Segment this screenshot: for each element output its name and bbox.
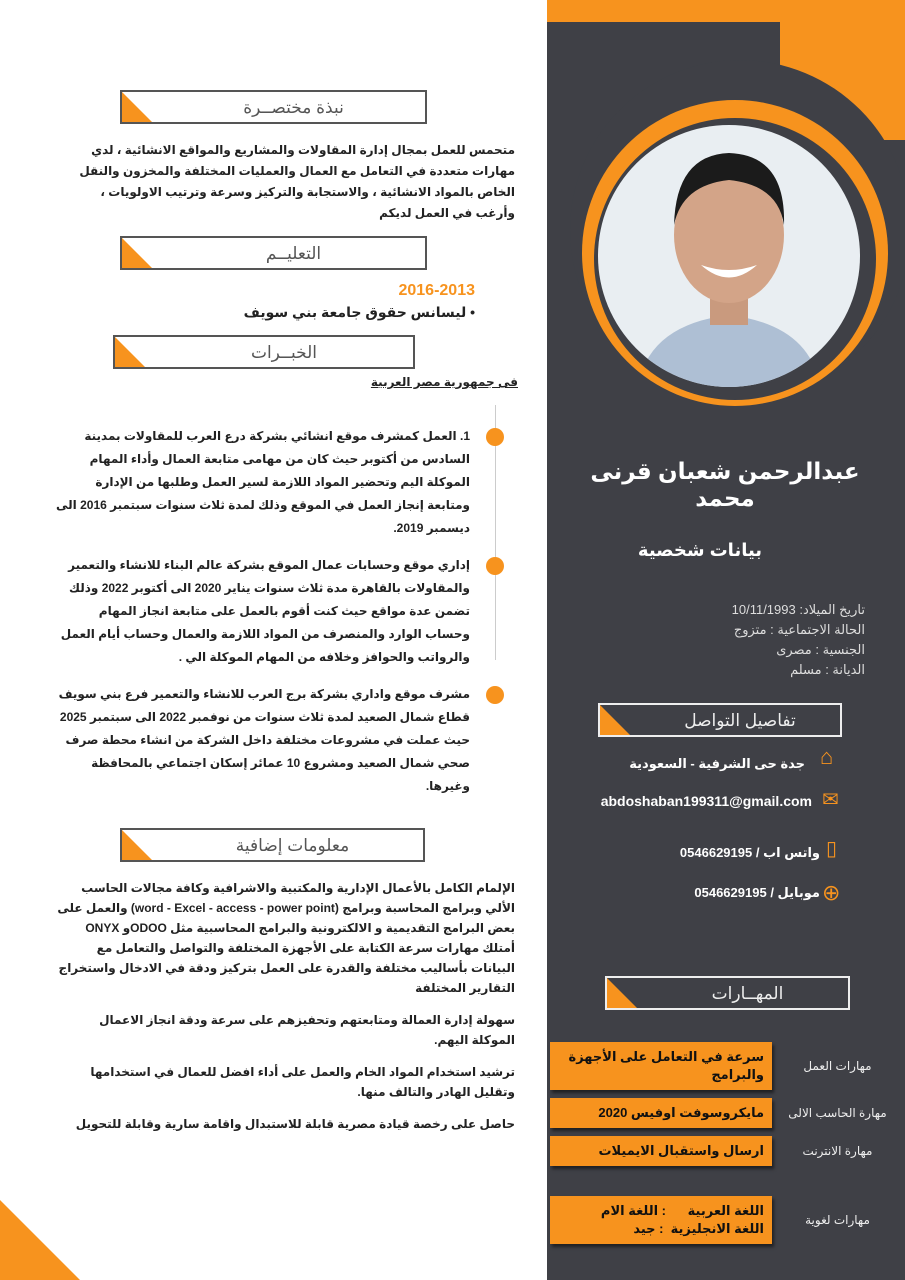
summary-text: متحمس للعمل بمجال إدارة المقاولات والمشاريع والمواقع الانشائية ، لدي مهارات متعددة في التعامل مع العمال والعمليات المختلفة والمخزون والنقل الخاص بالمواد الانشائية ، والاستجابة والتركيز وسرعة وترتيب الاولويات ، وأرغب في العمل لديكم bbox=[79, 143, 515, 220]
skill-row bbox=[550, 1098, 895, 1128]
experience-entry bbox=[55, 683, 470, 798]
section-header-education bbox=[120, 236, 427, 270]
section-title: معلومات إضافية bbox=[235, 836, 350, 855]
section-title: التعليــم bbox=[265, 244, 322, 263]
section-title: نبذة مختصــرة bbox=[243, 98, 344, 117]
contact-whatsapp[interactable]: واتس اب / 0546629195 bbox=[679, 845, 820, 860]
marital-status: الحالة الاجتماعية : متزوج bbox=[733, 622, 865, 637]
additional-item: ترشيد استخدام المواد الخام والعمل على أداء افضل للعمال في استخدامها وتقليل الهادر والتالف منها. bbox=[90, 1065, 515, 1099]
skill-value: مايكروسوفت اوفيس 2020 bbox=[550, 1098, 772, 1128]
experience-entry bbox=[55, 425, 470, 540]
skill-value: سرعة في التعامل على الأجهزة والبرامج bbox=[550, 1042, 772, 1090]
decor-bottom-triangle bbox=[0, 1200, 80, 1280]
skill-label: مهارات لغوية bbox=[805, 1213, 870, 1227]
main-column bbox=[55, 90, 518, 1134]
skills-list bbox=[550, 1042, 895, 1244]
timeline-dot bbox=[486, 686, 504, 704]
language-skills bbox=[550, 1196, 772, 1244]
language-english: اللغة الانجليزية : جيد bbox=[633, 1221, 764, 1236]
skill-label: مهارات العمل bbox=[803, 1059, 872, 1073]
section-title: تفاصيل التواصل bbox=[684, 711, 796, 730]
section-title: المهــارات bbox=[711, 984, 784, 1003]
religion: الديانة : مسلم bbox=[790, 662, 865, 677]
skill-row bbox=[550, 1196, 895, 1244]
section-header-additional bbox=[120, 828, 425, 862]
skill-row bbox=[550, 1136, 895, 1166]
experience-item: 1. العمل كمشرف موقع انشائي بشركة درع العرب للمقاولات بمدينة السادس من أكتوبر حيث كان من مهامى متابعة العمال وأداء المهام الموكلة اليم وتحضير المواد اللازمة لسير العمل وطلبها من الإدارة ومتابعة إنجاز العمل في الموقع وذلك لمدة ثلاث سنوات سبتمبر 2016 الى ديسمبر 2019. bbox=[56, 429, 470, 535]
language-arabic: اللغة العربية : اللغة الام bbox=[600, 1203, 764, 1218]
contact-address: جدة حى الشرفية - السعودية bbox=[629, 756, 805, 771]
section-title: الخبــرات bbox=[250, 343, 318, 362]
experience-item: إداري موقع وحسابات عمال الموقع بشركة عالم البناء للانشاء والتعمير والمقاولات بالقاهرة مدة ثلاث سنوات يناير 2020 الى أكتوبر 2022 وذلك تضمن عدة مواقع حيث كنت أقوم بالعمل على متابعة انجاز المهام وحساب الوارد والمنصرف من المواد اللازمة والعمال وحساب أيام العمل والرواتب والحوافز وخلافه من المهام الموكلة الي . bbox=[60, 558, 470, 664]
personal-title: بيانات شخصية bbox=[637, 540, 763, 560]
contact-mobile[interactable]: موبايل / 0546629195 bbox=[694, 885, 820, 900]
additional-item: سهولة إدارة العمالة ومتابعتهم وتحفيزهم على سرعة ودقة انجاز الاعمال الموكلة اليهم. bbox=[99, 1013, 515, 1047]
timeline-dot bbox=[486, 557, 504, 575]
skill-value: ارسال واستقبال الايميلات bbox=[550, 1136, 772, 1166]
birth-date: تاريخ الميلاد: 10/11/1993 bbox=[731, 602, 865, 617]
section-header-contact bbox=[598, 703, 842, 737]
degree-text: ليسانس حقوق جامعة بني سويف bbox=[243, 304, 467, 320]
skill-row bbox=[550, 1042, 895, 1090]
profile-photo bbox=[598, 125, 860, 387]
home-icon: ⌂ bbox=[820, 744, 834, 769]
additional-item: الإلمام الكامل بالأعمال الإدارية والمكتبية والاشرافية وكافة مجالات الحاسب الألي وبرامج المحاسبة وبرامج (word - Excel - access - power point) والعمل على بعض البرامج التقديمية و الالكترونية والبرامج المحاسبية مثل ODOOو ONYX أمتلك مهارات سرعة الكتابة على الأجهزة المختلفة والتواصل والتعامل مع البيانات بأساليب مختلفة والقدرة على العمل بتركيز ودقة في الادخال واستخراج التقارير المختلفة bbox=[57, 881, 515, 995]
section-header-summary bbox=[120, 90, 427, 124]
experience-entry bbox=[55, 554, 470, 669]
experience-item: مشرف موقع واداري بشركة برج العرب للانشاء والتعمير فرع بني سويف قطاع شمال الصعيد لمدة ثلاث سنوات من نوفمبر 2022 الى سبتمبر 2025 حيث عملت في مشروعات مختلفة داخل الشركة من انشاء محطة صرف صحي شمال الصعيد ومشروع 10 عمائر إسكان اجتماعي بالمحافظة وغيرها. bbox=[58, 687, 470, 793]
additional-item: حاصل على رخصة قيادة مصرية قابلة للاستبدال واقامة سارية وقابلة للتحويل bbox=[75, 1117, 515, 1131]
section-header-experience bbox=[113, 335, 415, 369]
phone-icon: ▯ bbox=[826, 838, 838, 860]
education-degree: • ليسانس حقوق جامعة بني سويف bbox=[243, 304, 475, 320]
experience-location: فى جمهورية مصر العربية bbox=[370, 375, 518, 389]
contact-email[interactable]: abdoshaban199311@gmail.com bbox=[600, 793, 812, 809]
timeline-dot bbox=[486, 428, 504, 446]
full-name: عبدالرحمن شعبان قرنى محمد bbox=[590, 458, 860, 511]
experience-list bbox=[55, 425, 515, 798]
nationality: الجنسية : مصرى bbox=[776, 642, 865, 657]
skill-label: مهارة الانترنت bbox=[802, 1144, 873, 1158]
education-years: 2016-2013 bbox=[398, 282, 475, 299]
mail-icon: ✉ bbox=[822, 789, 839, 811]
skill-label: مهارة الحاسب الالى bbox=[788, 1106, 887, 1120]
personal-info bbox=[620, 600, 865, 680]
section-header-skills bbox=[605, 976, 850, 1010]
globe-icon: ⊕ bbox=[822, 880, 841, 905]
